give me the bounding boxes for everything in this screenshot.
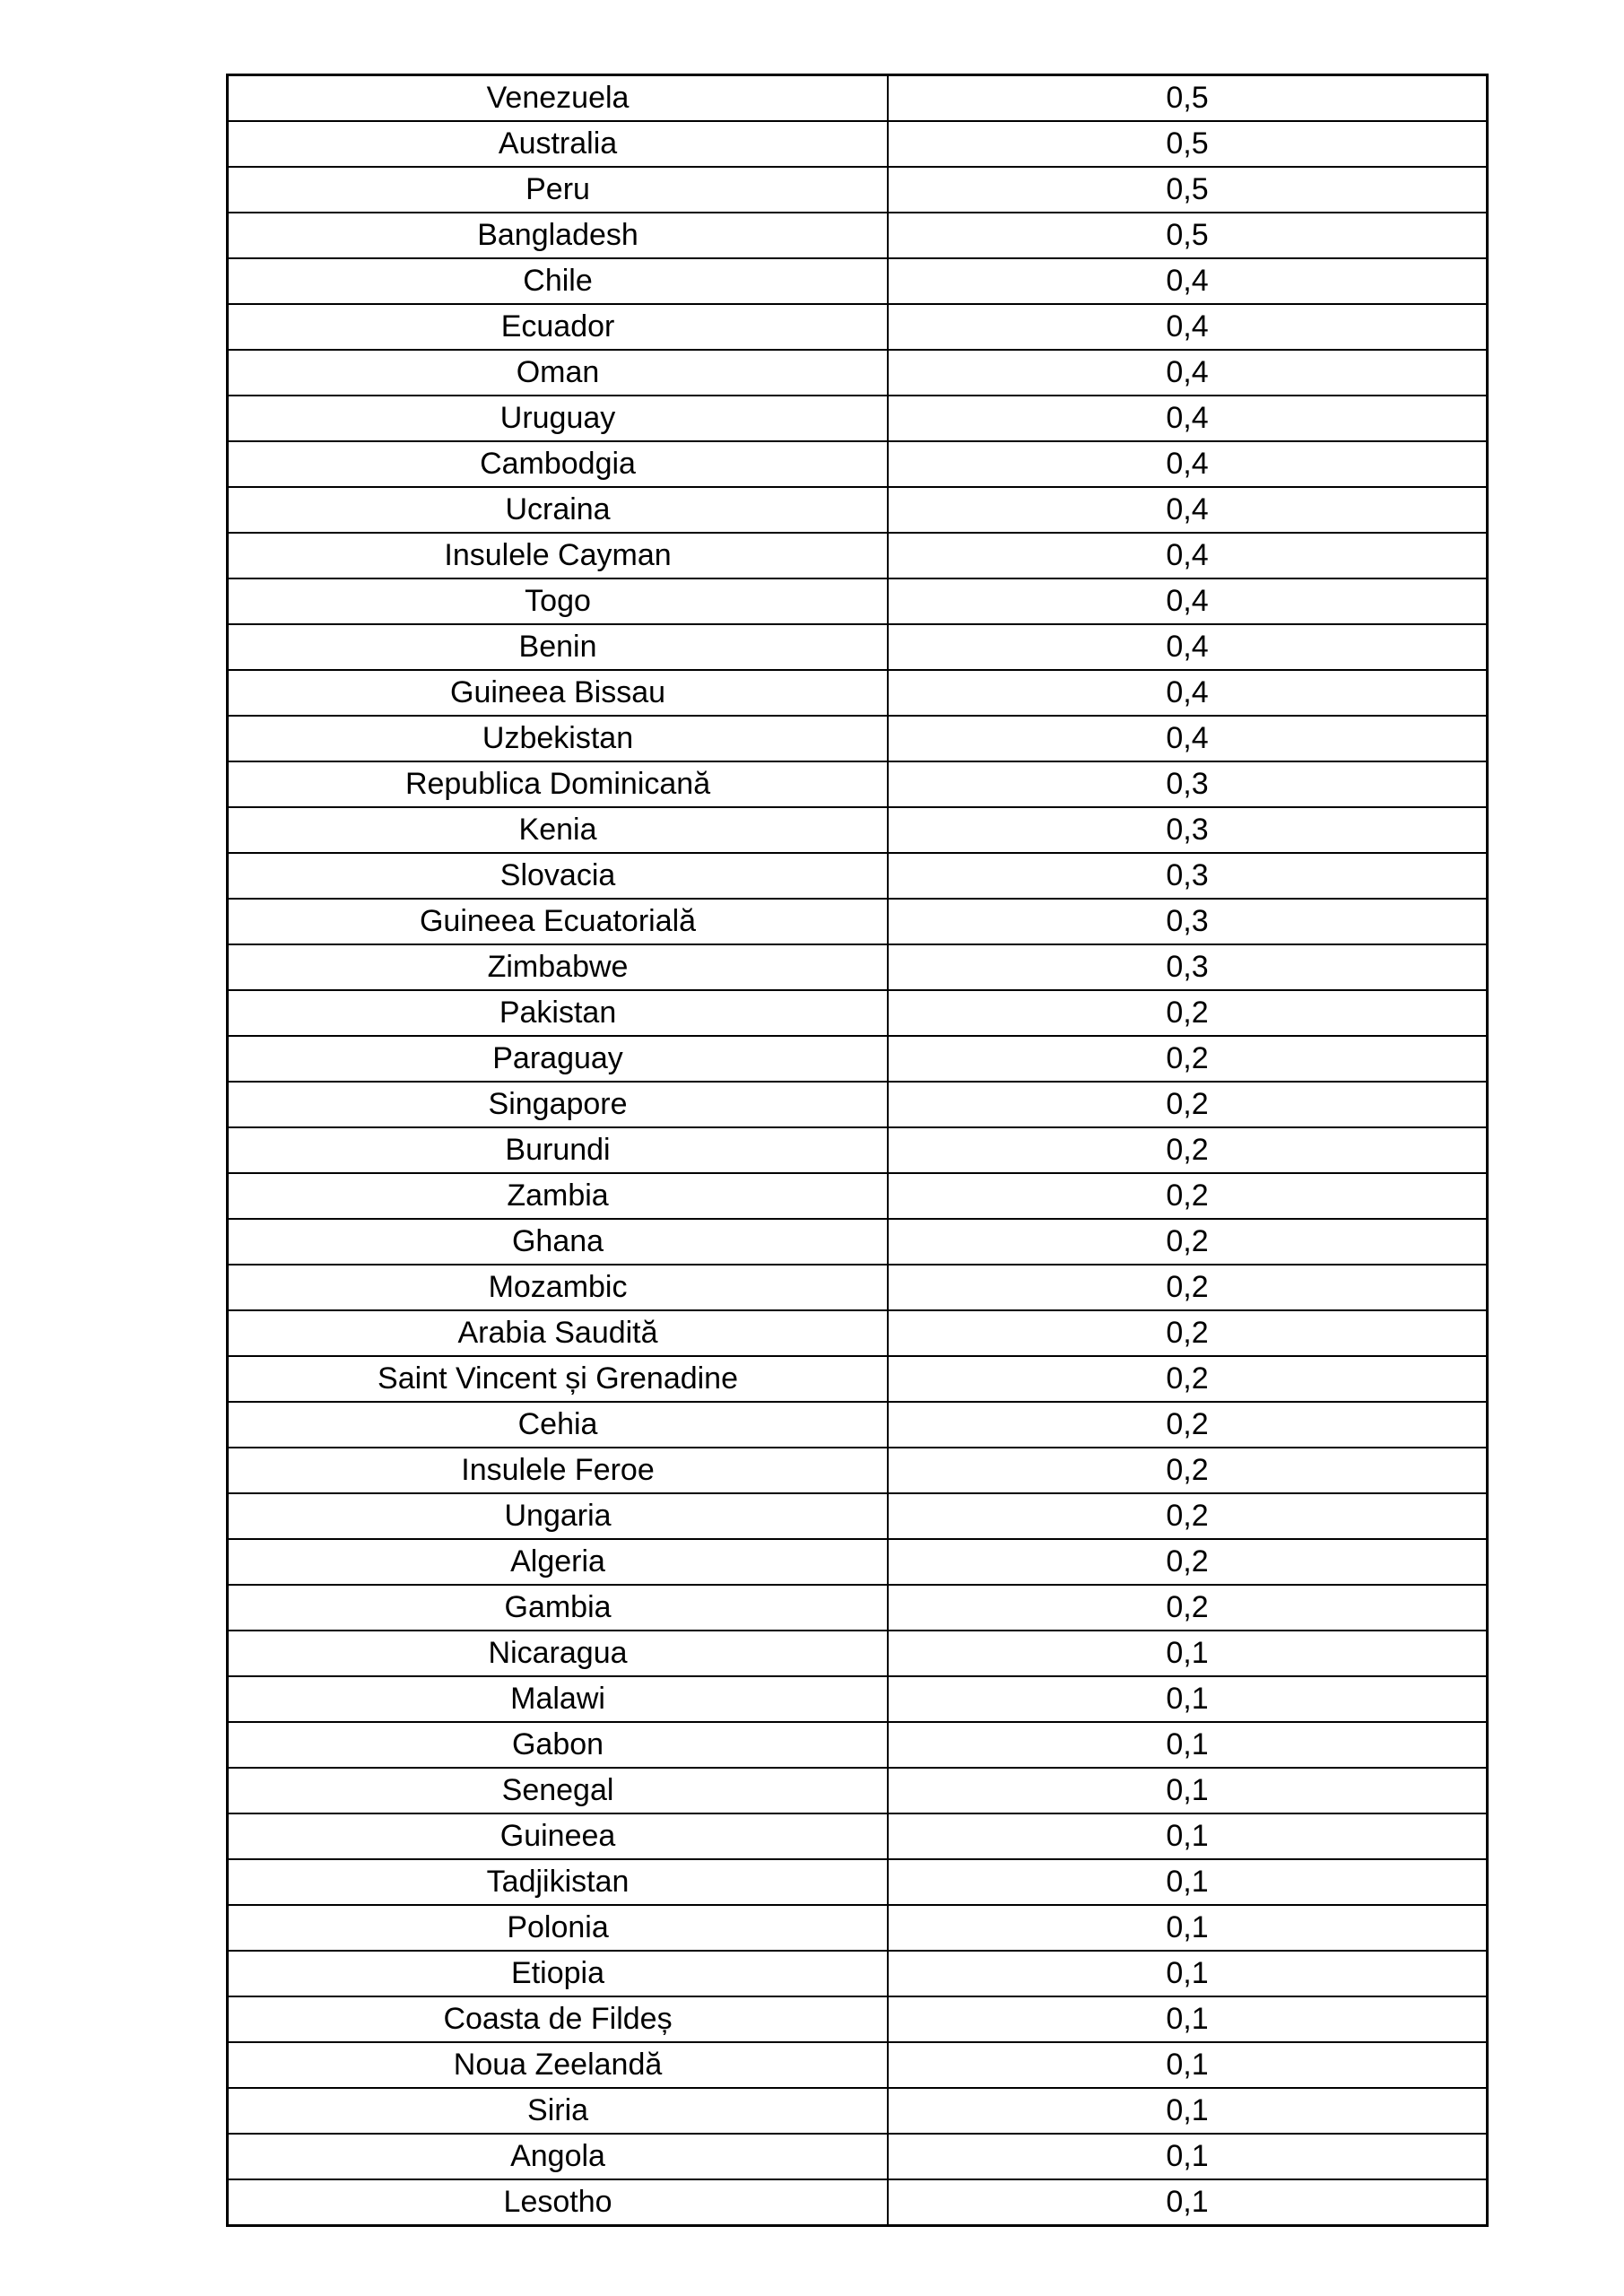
country-cell: Saint Vincent și Grenadine bbox=[228, 1356, 889, 1402]
country-cell: Noua Zeelandă bbox=[228, 2042, 889, 2088]
value-cell: 0,2 bbox=[888, 1539, 1487, 1585]
value-cell: 0,5 bbox=[888, 121, 1487, 167]
value-cell: 0,4 bbox=[888, 304, 1487, 350]
country-cell: Angola bbox=[228, 2134, 889, 2179]
country-cell: Oman bbox=[228, 350, 889, 396]
country-cell: Arabia Saudită bbox=[228, 1310, 889, 1356]
country-cell: Malawi bbox=[228, 1676, 889, 1722]
value-cell: 0,1 bbox=[888, 2134, 1487, 2179]
table-row bbox=[228, 1722, 1488, 1768]
value-cell: 0,1 bbox=[888, 1859, 1487, 1905]
value-cell: 0,2 bbox=[888, 1265, 1487, 1310]
country-values-table-body bbox=[228, 75, 1488, 2226]
value-cell: 0,1 bbox=[888, 2042, 1487, 2088]
country-cell: Bangladesh bbox=[228, 213, 889, 258]
table-row bbox=[228, 990, 1488, 1036]
country-values-table bbox=[226, 74, 1489, 2227]
table-row bbox=[228, 1082, 1488, 1127]
value-cell: 0,3 bbox=[888, 807, 1487, 853]
value-cell: 0,2 bbox=[888, 1219, 1487, 1265]
table-row bbox=[228, 1859, 1488, 1905]
country-cell: Gabon bbox=[228, 1722, 889, 1768]
country-cell: Peru bbox=[228, 167, 889, 213]
country-cell: Venezuela bbox=[228, 75, 889, 122]
table-row bbox=[228, 807, 1488, 853]
country-cell: Guineea Bissau bbox=[228, 670, 889, 716]
table-row bbox=[228, 1539, 1488, 1585]
value-cell: 0,2 bbox=[888, 1127, 1487, 1173]
country-cell: Cambodgia bbox=[228, 441, 889, 487]
table-row bbox=[228, 2042, 1488, 2088]
value-cell: 0,4 bbox=[888, 578, 1487, 624]
value-cell: 0,3 bbox=[888, 761, 1487, 807]
table-row bbox=[228, 441, 1488, 487]
country-cell: Guineea bbox=[228, 1813, 889, 1859]
table-row bbox=[228, 1127, 1488, 1173]
table-row bbox=[228, 1905, 1488, 1951]
value-cell: 0,2 bbox=[888, 1448, 1487, 1493]
table-row bbox=[228, 533, 1488, 578]
table-row bbox=[228, 853, 1488, 899]
country-cell: Insulele Cayman bbox=[228, 533, 889, 578]
country-cell: Slovacia bbox=[228, 853, 889, 899]
table-row bbox=[228, 2134, 1488, 2179]
value-cell: 0,3 bbox=[888, 853, 1487, 899]
country-cell: Algeria bbox=[228, 1539, 889, 1585]
country-cell: Siria bbox=[228, 2088, 889, 2134]
value-cell: 0,1 bbox=[888, 1905, 1487, 1951]
value-cell: 0,2 bbox=[888, 1585, 1487, 1631]
table-row bbox=[228, 304, 1488, 350]
table-row bbox=[228, 2088, 1488, 2134]
country-cell: Polonia bbox=[228, 1905, 889, 1951]
country-cell: Uruguay bbox=[228, 396, 889, 441]
country-cell: Pakistan bbox=[228, 990, 889, 1036]
table-row bbox=[228, 899, 1488, 944]
value-cell: 0,1 bbox=[888, 1996, 1487, 2042]
country-cell: Uzbekistan bbox=[228, 716, 889, 761]
country-cell: Republica Dominicană bbox=[228, 761, 889, 807]
table-row bbox=[228, 1356, 1488, 1402]
country-cell: Ucraina bbox=[228, 487, 889, 533]
country-cell: Nicaragua bbox=[228, 1631, 889, 1676]
country-cell: Coasta de Fildeș bbox=[228, 1996, 889, 2042]
value-cell: 0,4 bbox=[888, 533, 1487, 578]
value-cell: 0,2 bbox=[888, 1310, 1487, 1356]
value-cell: 0,2 bbox=[888, 1356, 1487, 1402]
value-cell: 0,2 bbox=[888, 990, 1487, 1036]
value-cell: 0,2 bbox=[888, 1082, 1487, 1127]
table-row bbox=[228, 121, 1488, 167]
value-cell: 0,1 bbox=[888, 1631, 1487, 1676]
table-row bbox=[228, 944, 1488, 990]
table-row bbox=[228, 716, 1488, 761]
value-cell: 0,5 bbox=[888, 75, 1487, 122]
table-row bbox=[228, 258, 1488, 304]
country-cell: Cehia bbox=[228, 1402, 889, 1448]
table-row bbox=[228, 350, 1488, 396]
country-cell: Insulele Feroe bbox=[228, 1448, 889, 1493]
country-cell: Senegal bbox=[228, 1768, 889, 1813]
value-cell: 0,2 bbox=[888, 1493, 1487, 1539]
value-cell: 0,5 bbox=[888, 213, 1487, 258]
country-cell: Tadjikistan bbox=[228, 1859, 889, 1905]
table-row bbox=[228, 1813, 1488, 1859]
value-cell: 0,1 bbox=[888, 1676, 1487, 1722]
country-cell: Kenia bbox=[228, 807, 889, 853]
country-cell: Guineea Ecuatorială bbox=[228, 899, 889, 944]
value-cell: 0,4 bbox=[888, 350, 1487, 396]
table-row bbox=[228, 670, 1488, 716]
country-cell: Ghana bbox=[228, 1219, 889, 1265]
table-row bbox=[228, 2179, 1488, 2226]
value-cell: 0,2 bbox=[888, 1402, 1487, 1448]
value-cell: 0,4 bbox=[888, 487, 1487, 533]
table-row bbox=[228, 1265, 1488, 1310]
table-row bbox=[228, 1036, 1488, 1082]
value-cell: 0,4 bbox=[888, 258, 1487, 304]
table-row bbox=[228, 487, 1488, 533]
table-row bbox=[228, 761, 1488, 807]
country-cell: Etiopia bbox=[228, 1951, 889, 1996]
table-row bbox=[228, 1219, 1488, 1265]
value-cell: 0,4 bbox=[888, 670, 1487, 716]
table-row bbox=[228, 1676, 1488, 1722]
table-row bbox=[228, 1173, 1488, 1219]
table-row bbox=[228, 396, 1488, 441]
value-cell: 0,2 bbox=[888, 1173, 1487, 1219]
country-cell: Ecuador bbox=[228, 304, 889, 350]
country-cell: Zambia bbox=[228, 1173, 889, 1219]
value-cell: 0,4 bbox=[888, 624, 1487, 670]
table-row bbox=[228, 1768, 1488, 1813]
value-cell: 0,1 bbox=[888, 1722, 1487, 1768]
value-cell: 0,1 bbox=[888, 2088, 1487, 2134]
table-row bbox=[228, 1585, 1488, 1631]
value-cell: 0,5 bbox=[888, 167, 1487, 213]
value-cell: 0,4 bbox=[888, 716, 1487, 761]
country-cell: Zimbabwe bbox=[228, 944, 889, 990]
table-row bbox=[228, 1996, 1488, 2042]
value-cell: 0,3 bbox=[888, 944, 1487, 990]
table-row bbox=[228, 213, 1488, 258]
country-cell: Chile bbox=[228, 258, 889, 304]
country-cell: Ungaria bbox=[228, 1493, 889, 1539]
table-row bbox=[228, 1951, 1488, 1996]
country-cell: Gambia bbox=[228, 1585, 889, 1631]
country-cell: Lesotho bbox=[228, 2179, 889, 2226]
country-cell: Benin bbox=[228, 624, 889, 670]
table-row bbox=[228, 1493, 1488, 1539]
country-cell: Australia bbox=[228, 121, 889, 167]
value-cell: 0,1 bbox=[888, 1951, 1487, 1996]
value-cell: 0,3 bbox=[888, 899, 1487, 944]
country-cell: Togo bbox=[228, 578, 889, 624]
country-cell: Mozambic bbox=[228, 1265, 889, 1310]
value-cell: 0,1 bbox=[888, 1813, 1487, 1859]
country-cell: Singapore bbox=[228, 1082, 889, 1127]
table-row bbox=[228, 1448, 1488, 1493]
country-cell: Burundi bbox=[228, 1127, 889, 1173]
value-cell: 0,1 bbox=[888, 1768, 1487, 1813]
table-row bbox=[228, 1310, 1488, 1356]
table-row bbox=[228, 1631, 1488, 1676]
table-row bbox=[228, 75, 1488, 122]
table-row bbox=[228, 167, 1488, 213]
table-row bbox=[228, 624, 1488, 670]
value-cell: 0,4 bbox=[888, 441, 1487, 487]
value-cell: 0,1 bbox=[888, 2179, 1487, 2226]
value-cell: 0,4 bbox=[888, 396, 1487, 441]
table-row bbox=[228, 1402, 1488, 1448]
table-row bbox=[228, 578, 1488, 624]
country-cell: Paraguay bbox=[228, 1036, 889, 1082]
value-cell: 0,2 bbox=[888, 1036, 1487, 1082]
